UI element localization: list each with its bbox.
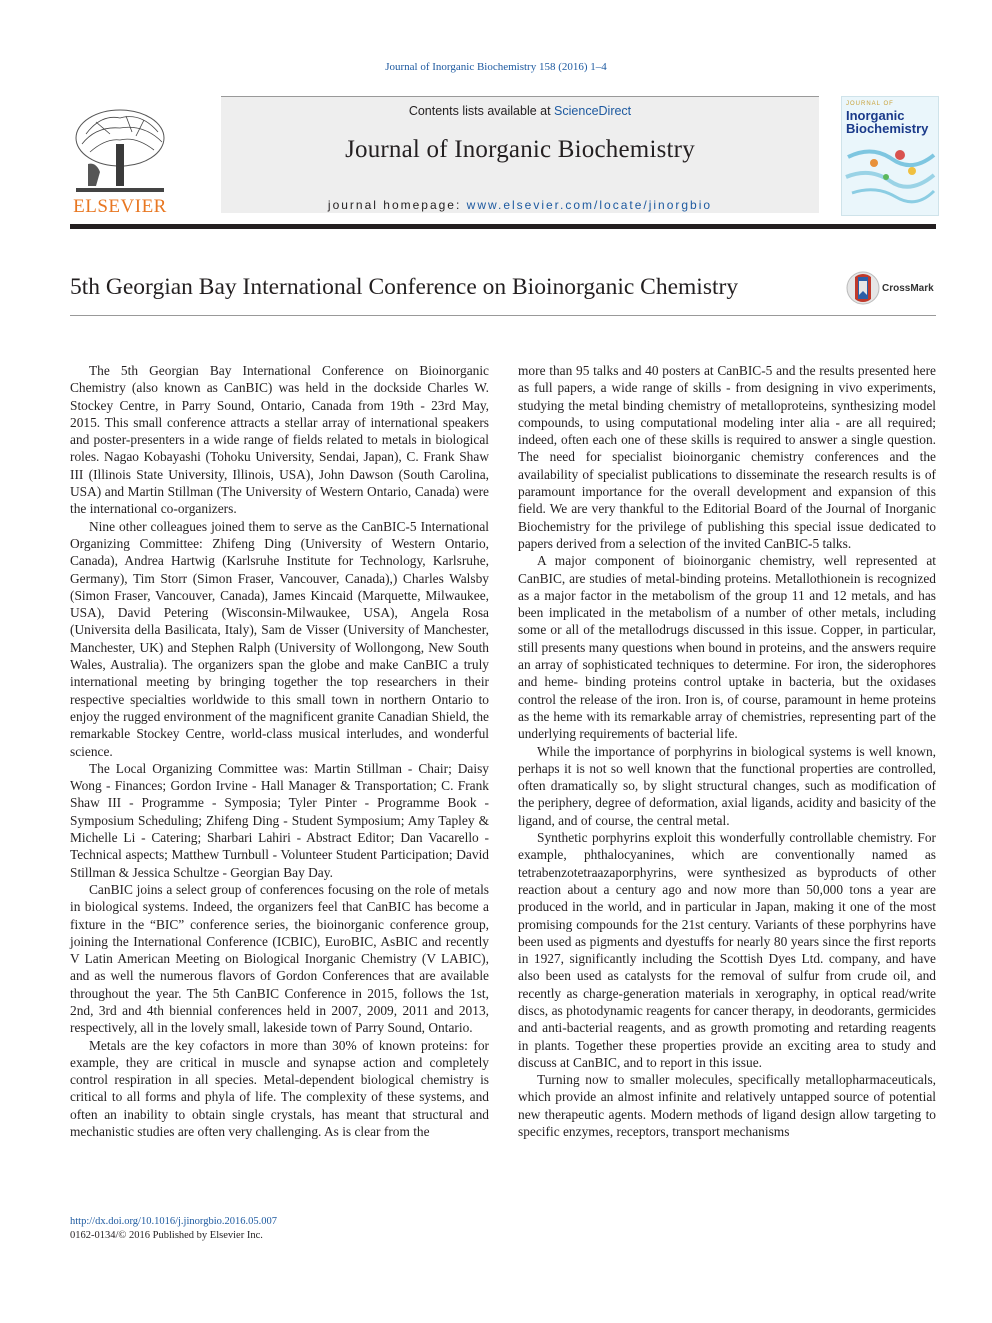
sciencedirect-link[interactable]: ScienceDirect <box>554 104 632 118</box>
paragraph: Synthetic porphyrins exploit this wonderfully controllable chemistry. For example, phthalocyanines, which are conventionally named as tetrabenzotetraazaporphyrins, were synthesized as byproducts of other reaction about a century ago and now more than 50,000 tons a year are produced in the world, and in particular in Japan, making it one of the most promising compounds for the 21st century. Variants of these porphyrins have been used as pigments and dyestuffs for nearly 80 years since the first reports in 1927, significantly including the Scottish Dyes Ltd. company, and have also been used as catalysts for the removal of sulfur from crude oil, and recently as charge-generation materials in xerography, in optical read/write discs, as photodynamic reagents for cancer therapy, in deodorants, germicides and anti-bacterial reagents, and as growth promoting and retarding reagents in plants. Together these properties provide an exciting area to study and discuss at CanBIC, and to report in this issue. <box>518 830 936 1070</box>
cover-journal-of: JOURNAL OF <box>846 101 894 107</box>
paragraph: Nine other colleagues joined them to serve as the CanBIC-5 International Organizing Committee: Zhifeng Ding (University of Western Ontario, Canada), Andrea Hartwig (Karlsruhe Institute for Technology, Karlsruhe, Germany), Tim Storr (Simon Fraser, Vancouver, Canada),) Charles Walsby (Simon Fraser, Vancouver, Canada), James Kincaid (Marquette, Milwaukee, USA), David Petering (Wisconsin-Milwaukee, USA), Angela Rosa (Universita della Basilicata, Italy), Sam de Visser (University of Manchester, Manchester, UK) and Stephen Ralph (University of Wollongong, New South Wales, Australia). The organizers span the globe and make CanBIC a truly international meeting by bringing together the top researchers in their respective specialties worldwide to this small town in northern Ontario to enjoy the rugged environment of the magnificent granite Canadian Shield, the remarkable Stockey Centre, world-class musical interludes, and wonderful science. <box>70 518 489 759</box>
paragraph: The Local Organizing Committee was: Martin Stillman - Chair; Daisy Wong - Finances; Gordon Irvine - Hall Manager & Transportation; C. Frank Shaw III - Programme - Symposia; Tyler Pinter - Programme Book - Symposium Scheduling; Zhifeng Ding - Student Symposium; Amy Tapley & Michelle Li - Catering; Sharbari Lahiri - Abstract Editor; Dan Vacarello - Technical aspects; Matthew Turnbull - Volunteer Student Participation; David Stillman & Jessica Schultze - Georgian Bay Day. <box>70 760 489 880</box>
cover-title-line1: Inorganic <box>846 108 905 123</box>
copyright-notice: 0162-0134/© 2016 Published by Elsevier Inc. <box>70 1230 263 1241</box>
paragraph: Turning now to smaller molecules, specifically metallopharmaceuticals, which provide an almost infinite and relatively untapped source of potential new therapeutic agents. Modern methods of ligand design allow targeting to specific enzymes, receptors, transport mechanisms <box>518 1072 936 1140</box>
body-column-right <box>518 362 936 1140</box>
homepage-prefix: journal homepage: <box>327 198 467 212</box>
paragraph: While the importance of porphyrins in biological systems is well known, perhaps it is not so well known that the functional properties are controlled, often dramatically so, by slight structural changes, such as modification of the periphery, degree of deformation, axial ligands, acidity and basicity of the ligand, and of course, the central metal. <box>518 743 936 828</box>
paragraph: Metals are the key cofactors in more than 30% of known proteins: for example, they are critical in muscle and synapse action and completely control respiration in all species. Metal-dependent biological chemistry is critical to all forms and phyla of life. The complexity of these systems, and often an inability to obtain single crystals, has meant that structural and mechanistic studies are often very challenging. As is clear from the <box>70 1037 489 1140</box>
journal-name: Journal of Inorganic Biochemistry <box>345 136 695 163</box>
title-rule <box>70 315 936 316</box>
journal-citation[interactable]: Journal of Inorganic Biochemistry 158 (2016) 1–4 <box>385 61 607 73</box>
journal-cover-thumbnail[interactable] <box>841 96 939 216</box>
header-rule <box>70 224 936 229</box>
cover-molecule-art-icon <box>842 97 938 215</box>
crossmark-badge[interactable] <box>846 271 946 307</box>
homepage-link[interactable]: www.elsevier.com/locate/jinorgbio <box>466 198 713 212</box>
paragraph: CanBIC joins a select group of conferences focusing on the role of metals in biological systems. Indeed, the organizers feel that CanBIC has become a fixture in the “BIC” conference series, the bioinorganic conference group, joining the International Conference (ICBIC), EuroBIC, AsBIC and recently V Latin American Meeting on Biological Inorganic Chemistry (V LABIC), and as well the numerous flavors of Gordon Conferences that are available throughout the year. The 5th CanBIC Conference in 2015, follows the 1st, 2nd, 3rd and 4th biennial conferences held in 2007, 2009, 2011 and 2013, respectively, all in the lovely small, lakeside town of Parry Sound, Ontario. <box>70 881 489 1036</box>
doi-link[interactable]: http://dx.doi.org/10.1016/j.jinorgbio.2016.05.007 <box>70 1216 277 1227</box>
cover-title-line2: Biochemistry <box>846 121 929 136</box>
body-column-left <box>70 362 489 1140</box>
crossmark-icon <box>846 271 880 305</box>
contents-prefix: Contents lists available at <box>408 104 555 118</box>
paragraph: The 5th Georgian Bay International Conference on Bioinorganic Chemistry (also known as CanBIC) was held in the dockside Charles W. Stockey Centre, in Parry Sound, Ontario, Canada from 19th - 23rd May, 2015. This small conference attracts a stellar array of international speakers and poster-presenters in a wide range of fields related to metals in biological roles. Nagao Kobayashi (Tohoku University, Sendai, Japan), C. Frank Shaw III (Illinois State University, Illinois, USA), John Dawson (South Carolina, USA) and Martin Stillman (The University of Western Ontario, Canada) were the international co-organizers. <box>70 363 489 517</box>
paragraph: more than 95 talks and 40 posters at CanBIC-5 and the results presented here as full papers, a wide range of skills - from designing in vivo experiments, studying the metal binding chemistry of metalloproteins, synthesizing model compounds, to using computational modeling inter alia - are all required; indeed, often each one of these skills is required to answer a single question. The need for specialist bioinorganic chemistry conferences and the availability of specialist publications to disseminate the research results is of paramount importance for the overall development and expansion of this field. We are very thankful to the Editorial Board of the Journal of Inorganic Biochemistry for the privilege of publishing this special issue dedicated to papers derived from a selection of the invited CanBIC-5 talks. <box>518 363 936 551</box>
crossmark-label: CrossMark <box>882 283 934 294</box>
elsevier-wordmark: ELSEVIER <box>73 196 167 217</box>
paragraph: A major component of bioinorganic chemistry, well represented at CanBIC, are studies of metal-binding proteins. Metallothionein is recognized as a major factor in the metabolism of the group 11 and 12 metals, and has been implicated in the metabolism of a number of other metals, including some or all of the metallodrugs discussed in this issue. Copper, in particular, still presents many questions when bound in proteins, and the answers require an array of sophisticated techniques to determine. For iron, the siderophores and heme- binding proteins control uptake in bacteria, but the oxidases control the release of the iron. Iron is, of course, paramount in heme proteins as the heme with its remarkable array of chemistries, representing part of the underlying requirements of bacterial life. <box>518 553 936 742</box>
journal-homepage <box>221 198 819 212</box>
article-title: 5th Georgian Bay International Conference on Bioinorganic Chemistry <box>70 274 739 300</box>
contents-line <box>221 104 819 118</box>
